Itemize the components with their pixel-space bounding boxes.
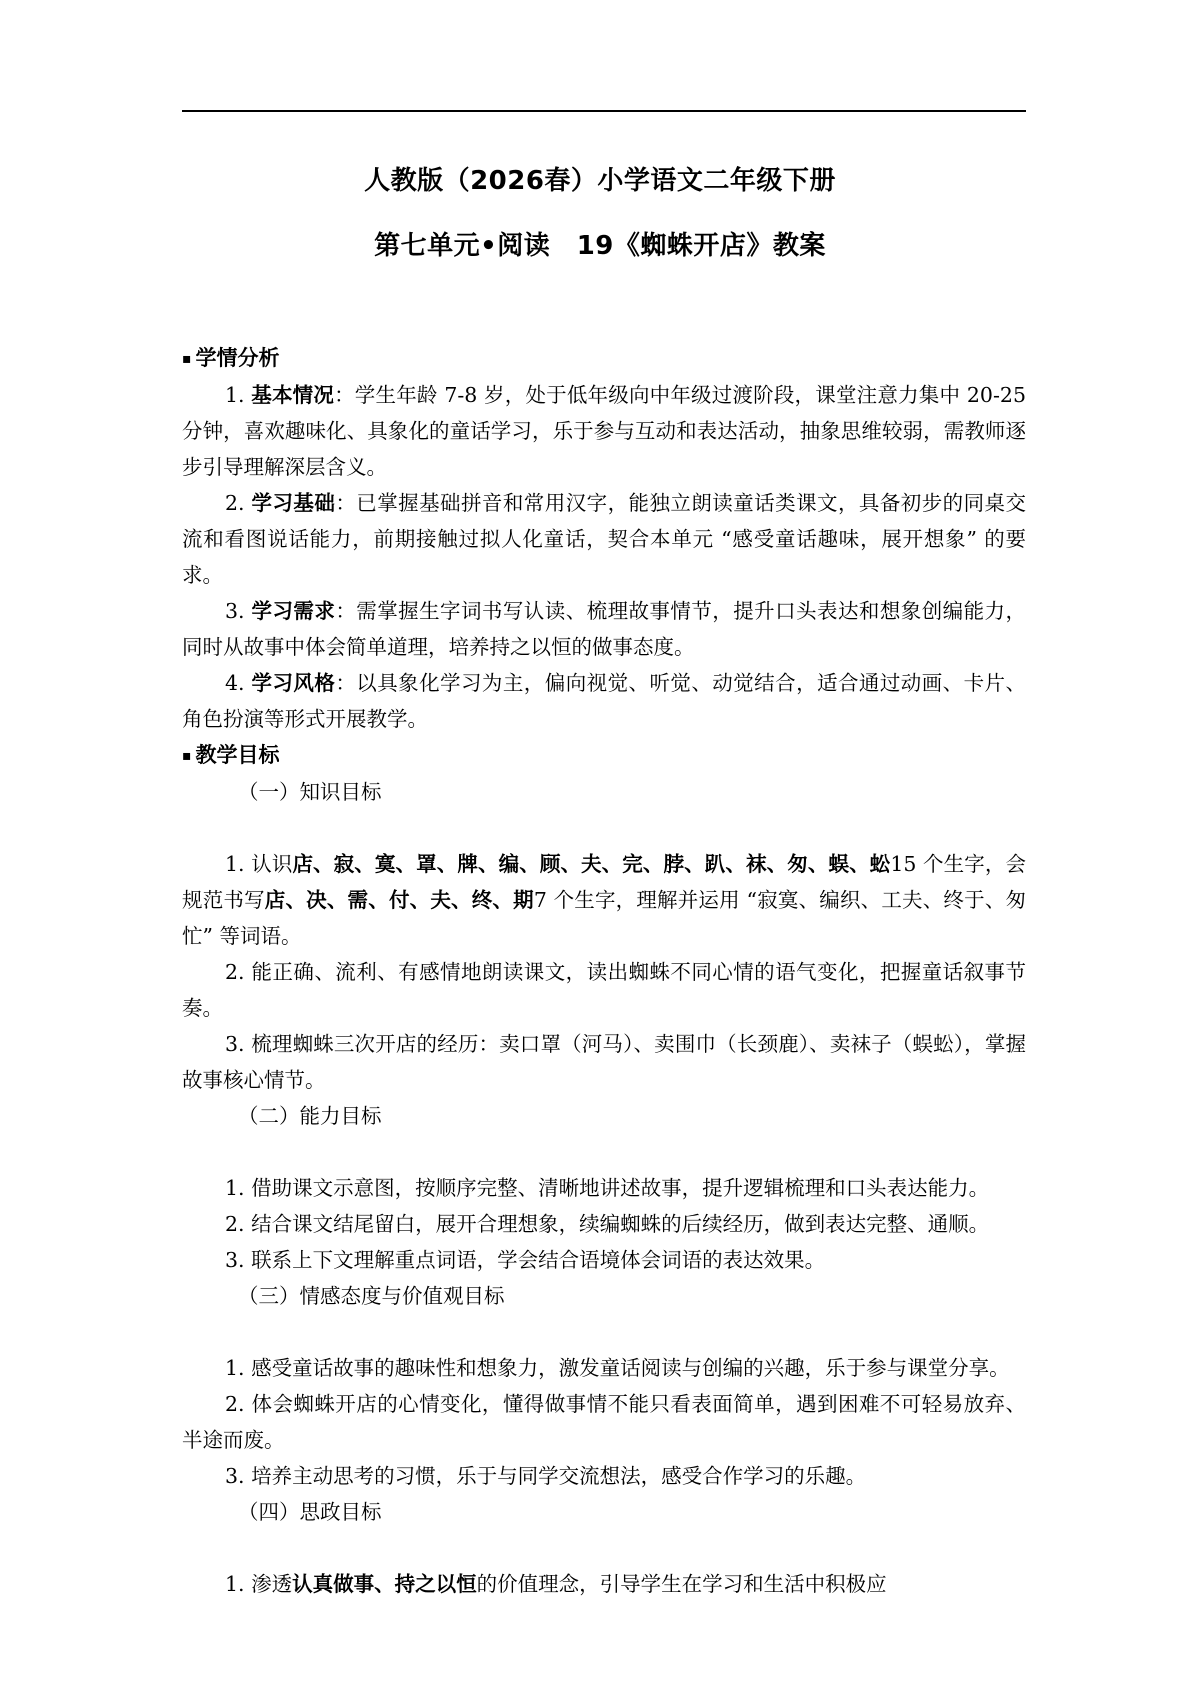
item-text: 借助课文示意图，按顺序完整、清晰地讲述故事，提升逻辑梳理和口头表达能力。 xyxy=(251,1176,990,1200)
knowledge-item xyxy=(182,1026,1026,1098)
item-text: 感受童话故事的趣味性和想象力，激发童话阅读与创编的兴趣，乐于参与课堂分享。 xyxy=(251,1356,1010,1380)
item-text: 结合课文结尾留白，展开合理想象，续编蜘蛛的后续经历，做到表达完整、通顺。 xyxy=(251,1212,990,1236)
analysis-item xyxy=(182,665,1026,737)
document-body xyxy=(182,340,1026,1602)
subheading-emotion: （三）情感态度与价值观目标 xyxy=(238,1284,505,1308)
subheading-ability: （二）能力目标 xyxy=(238,1104,382,1128)
section-heading-goals xyxy=(182,737,1026,774)
analysis-item xyxy=(182,593,1026,665)
item-number: 2. xyxy=(225,491,245,515)
item-text: 体会蜘蛛开店的心情变化，懂得做事情不能只看表面简单，遇到困难不可轻易放弃、半途而废。 xyxy=(182,1392,1026,1452)
item-text: ：已掌握基础拼音和常用汉字，能独立朗读童话类课文，具备初步的同桌交流和看图说话能力，前期接触过拟人化童话，契合本单元 “感受童话趣味，展开想象” 的要求。 xyxy=(182,491,1026,587)
new-chars-write: 店、决、需、付、夫、终、期 xyxy=(264,888,534,912)
knowledge-item xyxy=(182,846,1026,954)
item-text: 的价值理念，引导学生在学习和生活中积极应 xyxy=(476,1572,887,1596)
item-number: 3. xyxy=(225,1032,245,1056)
item-number: 1. xyxy=(225,1356,245,1380)
item-text: 梳理蜘蛛三次开店的经历：卖口罩（河马）、卖围巾（长颈鹿）、卖袜子（蜈蚣），掌握故事核心情节。 xyxy=(182,1032,1026,1092)
subheading-knowledge: （一）知识目标 xyxy=(238,780,382,804)
new-chars-recognize: 店、寂、寞、罩、牌、编、顾、夫、完、脖、趴、袜、匆、蜈、蚣 xyxy=(292,852,891,876)
item-number: 3. xyxy=(225,1464,245,1488)
document-title: 人教版（2026春）小学语文二年级下册 xyxy=(364,166,836,196)
item-number: 2. xyxy=(225,1212,245,1236)
emotion-item xyxy=(182,1458,1026,1494)
item-text: ：学生年龄 7-8 岁，处于低年级向中年级过渡阶段，课堂注意力集中 20-25 分钟，喜欢趣味化、具象化的童话学习，乐于参与互动和表达活动，抽象思维较弱，需教师逐步引导理解深层含义。 xyxy=(182,383,1026,479)
item-label: 学习基础 xyxy=(251,491,336,515)
analysis-item xyxy=(182,485,1026,593)
item-text: ：需掌握生字词书写认读、梳理故事情节，提升口头表达和想象创编能力，同时从故事中体会简单道理，培养持之以恒的做事态度。 xyxy=(182,599,1026,659)
item-text: 渗透 xyxy=(251,1572,293,1596)
item-text: 培养主动思考的习惯，乐于与同学交流想法，感受合作学习的乐趣。 xyxy=(251,1464,867,1488)
item-label: 学习风格 xyxy=(251,671,336,695)
ideology-item xyxy=(182,1566,1026,1602)
item-number: 2. xyxy=(225,1392,245,1416)
item-number: 1. xyxy=(225,852,245,876)
key-value-text: 认真做事、持之以恒 xyxy=(292,1572,477,1596)
item-text: ：以具象化学习为主，偏向视觉、听觉、动觉结合，适合通过动画、卡片、角色扮演等形式开展教学。 xyxy=(182,671,1026,731)
ability-item xyxy=(182,1242,1026,1278)
item-text: 联系上下文理解重点词语，学会结合语境体会词语的表达效果。 xyxy=(251,1248,826,1272)
item-label: 基本情况 xyxy=(251,383,335,407)
header-rule xyxy=(182,110,1026,112)
bullet-marker: ▪ xyxy=(182,748,192,764)
knowledge-item xyxy=(182,954,1026,1026)
analysis-item xyxy=(182,377,1026,485)
item-number: 2. xyxy=(225,960,245,984)
document-subtitle: 第七单元•阅读 19《蜘蛛开店》教案 xyxy=(374,231,826,261)
ability-item xyxy=(182,1170,1026,1206)
section-heading-text: 学情分析 xyxy=(195,346,280,370)
item-text: 认识 xyxy=(251,852,293,876)
item-text: 能正确、流利、有感情地朗读课文，读出蜘蛛不同心情的语气变化，把握童话叙事节奏。 xyxy=(182,960,1026,1020)
item-number: 4. xyxy=(225,671,245,695)
emotion-item xyxy=(182,1386,1026,1458)
item-number: 1. xyxy=(225,383,245,407)
item-text: 15 个生字，会规范书写 xyxy=(182,852,1026,912)
item-number: 3. xyxy=(225,1248,245,1272)
emotion-item xyxy=(182,1350,1026,1386)
ability-item xyxy=(182,1206,1026,1242)
item-number: 3. xyxy=(225,599,245,623)
section-heading-analysis xyxy=(182,340,1026,377)
item-number: 1. xyxy=(225,1572,245,1596)
item-number: 1. xyxy=(225,1176,245,1200)
item-label: 学习需求 xyxy=(251,599,336,623)
section-heading-text: 教学目标 xyxy=(195,743,280,767)
item-text: 7 个生字，理解并运用 “寂寞、编织、工夫、终于、匆忙” 等词语。 xyxy=(182,888,1027,948)
subheading-ideology: （四）思政目标 xyxy=(238,1500,382,1524)
bullet-marker: ▪ xyxy=(182,351,192,367)
